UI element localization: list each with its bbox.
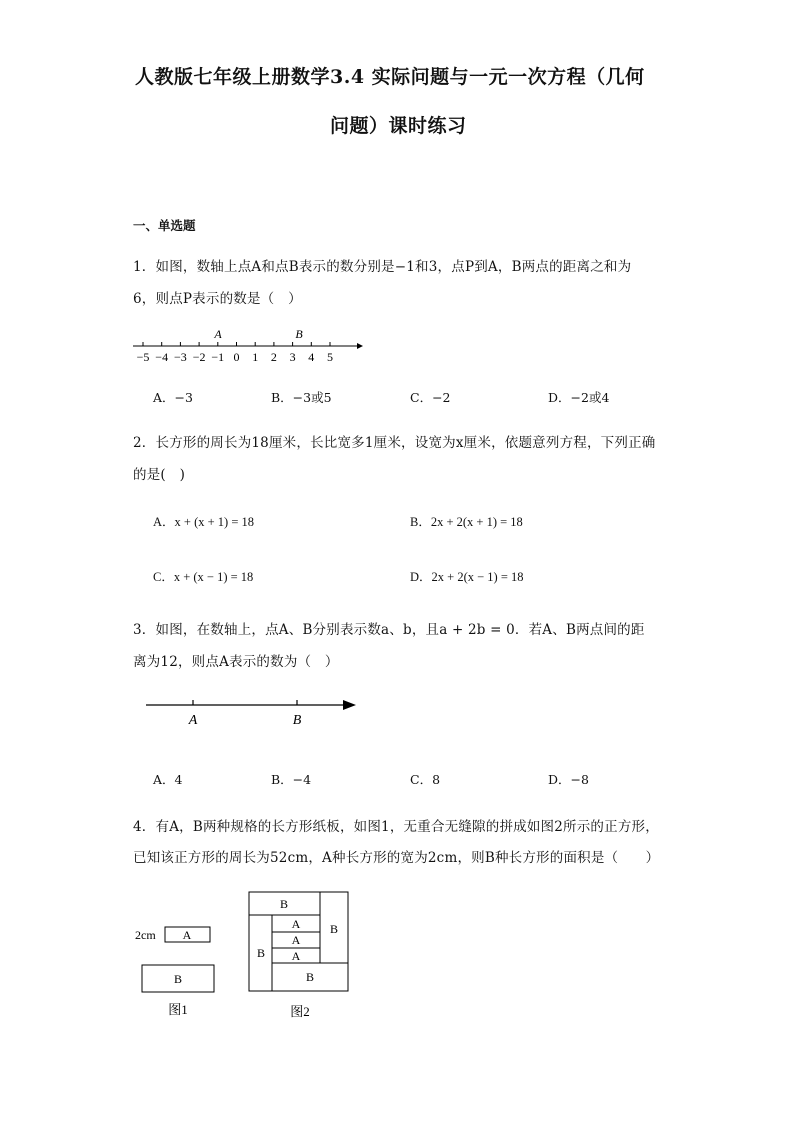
- q3-option-d[interactable]: D．−8: [548, 772, 589, 787]
- q4-text-line2: 已知该正方形的周长为52cm，A种长方形的宽为2cm，则B种长方形的面积是（ ）: [133, 850, 660, 866]
- q4-fig2-label-b-right: B: [329, 922, 339, 936]
- q1-point-a-label: A: [214, 327, 222, 341]
- q3-number-line-figure: [140, 694, 365, 734]
- q1-tick-label: 1: [252, 350, 259, 364]
- q1-axis-arrow: [357, 343, 363, 349]
- q1-tick-label: −5: [136, 350, 150, 364]
- q4-figure1: [130, 918, 225, 1023]
- section-header: 一、单选题: [133, 218, 196, 233]
- q2-option-b[interactable]: B．2x + 2(x + 1) = 18: [410, 515, 523, 529]
- q1-option-a[interactable]: A．−3: [153, 390, 193, 405]
- q3-option-c[interactable]: C．8: [410, 772, 441, 787]
- q2-text-line1: 2．长方形的周长为18厘米，长比宽多1厘米，设宽为x厘米，依题意列方程，下列正确: [133, 435, 656, 451]
- q4-figure2: [240, 885, 355, 1025]
- q4-text-line1: 4．有A，B两种规格的长方形纸板，如图1，无重合无缝隙的拼成如图2所示的正方形，: [133, 819, 659, 835]
- q2-option-a[interactable]: A．x + (x + 1) = 18: [153, 515, 255, 529]
- q4-fig1-caption: 图1: [168, 1002, 188, 1017]
- q4-fig2-label-a-2: A: [291, 933, 301, 947]
- q3-text-line1: 3．如图，在数轴上，点A、B分别表示数a、b，且a + 2b = 0．若A、B两点间的距: [133, 622, 645, 638]
- q2-option-d[interactable]: D．2x + 2(x − 1) = 18: [410, 570, 524, 584]
- q4-fig1-rect-b-label: B: [173, 972, 183, 986]
- q1-tick-label: −3: [174, 350, 187, 364]
- q4-fig2-label-b-left: B: [256, 946, 266, 960]
- q1-tick-label: 4: [308, 350, 315, 364]
- q3-point-a-label: A: [188, 713, 198, 728]
- q1-tick-label: 0: [233, 350, 240, 364]
- q1-option-b[interactable]: B．−3或5: [271, 390, 332, 405]
- q2-text-line2: 的是( ): [133, 467, 186, 483]
- page-title-line2: 问题）课时练习: [330, 115, 467, 137]
- q1-option-c[interactable]: C．−2: [410, 390, 451, 405]
- q1-tick-label: 5: [327, 350, 333, 364]
- q1-number-line-figure: [125, 322, 370, 367]
- q1-tick-label: −1: [211, 350, 225, 364]
- q3-axis-arrow: [343, 700, 356, 710]
- q3-option-a[interactable]: A．4: [153, 772, 183, 787]
- q3-option-b[interactable]: B．−4: [271, 772, 312, 787]
- q3-point-b-label: B: [292, 713, 302, 728]
- q1-tick-label: −2: [192, 350, 206, 364]
- q1-text-line1: 1．如图，数轴上点A和点B表示的数分别是−1和3，点P到A，B两点的距离之和为: [133, 259, 632, 275]
- q1-tick-label: 3: [289, 350, 296, 364]
- q4-fig2-label-a-1: A: [291, 917, 301, 931]
- q4-fig2-label-b-bottom: B: [305, 970, 315, 984]
- page-title-line1: 人教版七年级上册数学3.4 实际问题与一元一次方程（几何: [135, 66, 645, 88]
- q4-fig1-rect-a-label: A: [182, 928, 192, 942]
- q4-fig2-label-a-3: A: [291, 949, 301, 963]
- q1-option-d[interactable]: D．−2或4: [548, 390, 610, 405]
- q4-fig2-label-b-top: B: [279, 897, 289, 911]
- q1-text-line2: 6，则点P表示的数是（ ）: [133, 291, 302, 307]
- q1-tick-label: 2: [270, 350, 277, 364]
- q4-fig2-caption: 图2: [290, 1004, 310, 1019]
- q2-option-c[interactable]: C．x + (x − 1) = 18: [153, 570, 254, 584]
- q1-point-b-label: B: [295, 327, 303, 341]
- q1-tick-label: −4: [155, 350, 169, 364]
- q4-fig1-width-label: 2cm: [135, 928, 156, 942]
- q3-text-line2: 离为12，则点A表示的数为（ ）: [133, 654, 339, 670]
